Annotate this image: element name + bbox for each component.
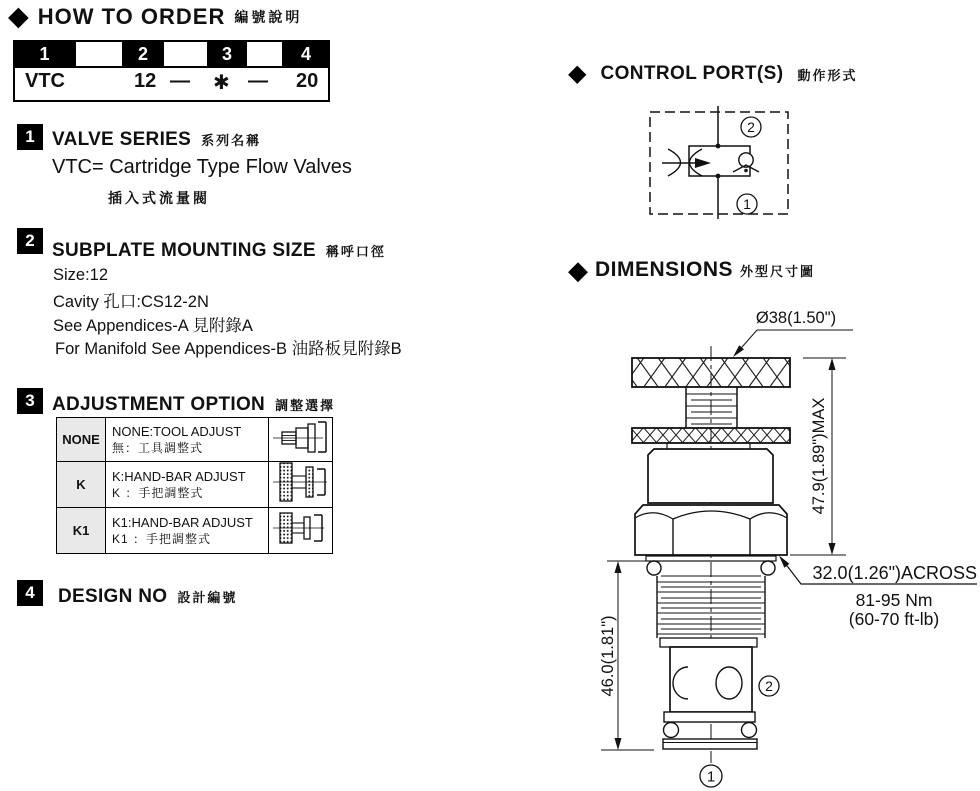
- option-icon-cell: [269, 462, 333, 508]
- position-box-1: 1: [15, 42, 74, 66]
- adjustment-option-table: [56, 417, 333, 554]
- order-code-value-row: [15, 68, 328, 100]
- position-box-4: 4: [284, 42, 328, 66]
- code-size: 12: [134, 70, 157, 92]
- position-box-2: 2: [124, 42, 162, 66]
- subplate-size-line: Size:12: [53, 266, 109, 284]
- design-no-title-zh: 設計編號: [177, 590, 238, 605]
- o-ring: [664, 723, 679, 738]
- option-desc-zh: K1 ：手把調整式: [112, 532, 212, 546]
- option-desc-en: K:HAND-BAR ADJUST: [112, 469, 246, 484]
- subplate-title-row: [52, 240, 386, 262]
- dimensions-header: [568, 257, 815, 283]
- how-to-order-title: HOW TO ORDER: [37, 3, 226, 29]
- adjustment-title: ADJUSTMENT OPTION: [52, 394, 266, 415]
- valve-series-desc-zh: 插入式流量閥: [108, 190, 210, 206]
- dimensions-title: DIMENSIONS: [595, 258, 734, 281]
- hand-bar-adjust-icon: [272, 462, 330, 502]
- valve-series-title: VALVE SERIES: [52, 129, 192, 150]
- hand-bar1-adjust-icon: [272, 508, 330, 548]
- o-ring: [761, 561, 775, 575]
- option-code-k1: K1: [57, 508, 106, 554]
- dimensions-title-zh: 外型尺寸圖: [740, 263, 816, 279]
- section-2-badge: 2: [17, 228, 43, 254]
- position-spacer: [164, 42, 207, 66]
- control-ports-title: CONTROL PORT(S): [600, 63, 784, 84]
- option-desc-zh: K ：手把調整式: [112, 486, 204, 500]
- option-desc-en: NONE:TOOL ADJUST: [112, 424, 242, 439]
- knurled-knob: [632, 358, 790, 387]
- table-row: [57, 462, 333, 508]
- cartridge-body: [670, 647, 752, 712]
- subplate-cavity-line: Cavity 孔口:CS12-2N: [53, 293, 209, 311]
- torque-nm-label: 81-95 Nm: [855, 590, 933, 610]
- knob-diameter-label: Ø38(1.50"): [755, 309, 837, 327]
- design-no-title: DESIGN NO: [58, 586, 168, 607]
- o-ring: [742, 723, 757, 738]
- subplate-title: SUBPLATE MOUNTING SIZE: [52, 240, 316, 261]
- valve-series-desc: VTC= Cartridge Type Flow Valves: [52, 156, 352, 178]
- tool-adjust-icon: [272, 418, 330, 456]
- how-to-order-header: [8, 3, 302, 30]
- upper-body: [648, 449, 773, 503]
- valve-series-title-zh: 系列名稱: [201, 133, 262, 148]
- code-option-asterisk: ✱: [213, 72, 230, 94]
- o-ring: [647, 561, 661, 575]
- port-2-label: 2: [765, 678, 773, 694]
- control-ports-title-zh: 動作形式: [797, 67, 858, 83]
- table-row: [57, 508, 333, 554]
- option-desc-k1: [106, 508, 269, 554]
- subplate-appendices-b-line: For Manifold See Appendices-B 油路板見附錄B: [55, 340, 402, 358]
- option-desc-k: [106, 462, 269, 508]
- adjustment-title-row: [52, 394, 335, 416]
- option-code-none: NONE: [57, 418, 106, 462]
- torque-ftlb-label: (60-70 ft-lb): [848, 609, 940, 629]
- upper-height-label: 47.9(1.89")MAX: [810, 397, 828, 515]
- hydraulic-schematic: [640, 98, 805, 226]
- code-design: 20: [296, 70, 319, 92]
- dimension-drawing: [590, 300, 980, 791]
- order-code-position-row: [15, 42, 328, 66]
- section-1-badge: 1: [17, 124, 43, 150]
- code-dash: —: [170, 70, 190, 92]
- code-dash: —: [248, 70, 268, 92]
- port-1-label: 1: [706, 768, 716, 786]
- diamond-bullet-icon: ◆: [8, 1, 29, 31]
- option-icon-cell: [269, 508, 333, 554]
- position-spacer: [247, 42, 282, 66]
- diamond-bullet-icon: ◆: [568, 60, 587, 87]
- control-ports-header: [568, 62, 857, 86]
- design-no-title-row: [58, 586, 237, 608]
- option-code-k: K: [57, 462, 106, 508]
- hex-across-label: 32.0(1.26")ACROSS: [812, 563, 977, 583]
- section-3-badge: 3: [17, 388, 43, 414]
- option-desc-en: K1:HAND-BAR ADJUST: [112, 515, 253, 530]
- cartridge-length-label: 46.0(1.81"): [599, 615, 617, 697]
- diameter-leader: [735, 330, 853, 355]
- subplate-title-zh: 稱呼口徑: [325, 244, 386, 259]
- port-2-label: 2: [747, 119, 755, 135]
- order-code-table: [13, 40, 330, 102]
- section-4-badge: 4: [17, 580, 43, 606]
- option-desc-zh: 無：工具調整式: [112, 441, 204, 455]
- subplate-appendices-a-line: See Appendices-A 見附錄A: [53, 317, 253, 335]
- diamond-bullet-icon: ◆: [568, 255, 588, 285]
- position-box-3: 3: [209, 42, 245, 66]
- how-to-order-title-zh: 編號說明: [234, 8, 303, 25]
- option-desc-none: [106, 418, 269, 462]
- knurled-lock-disc: [632, 428, 790, 443]
- table-row: [57, 418, 333, 462]
- code-series: VTC: [25, 70, 65, 92]
- port-1-label: 1: [743, 196, 751, 212]
- adjustment-title-zh: 調整選擇: [275, 398, 336, 413]
- valve-series-title-row: [52, 129, 261, 151]
- option-icon-cell: [269, 418, 333, 462]
- position-spacer: [76, 42, 122, 66]
